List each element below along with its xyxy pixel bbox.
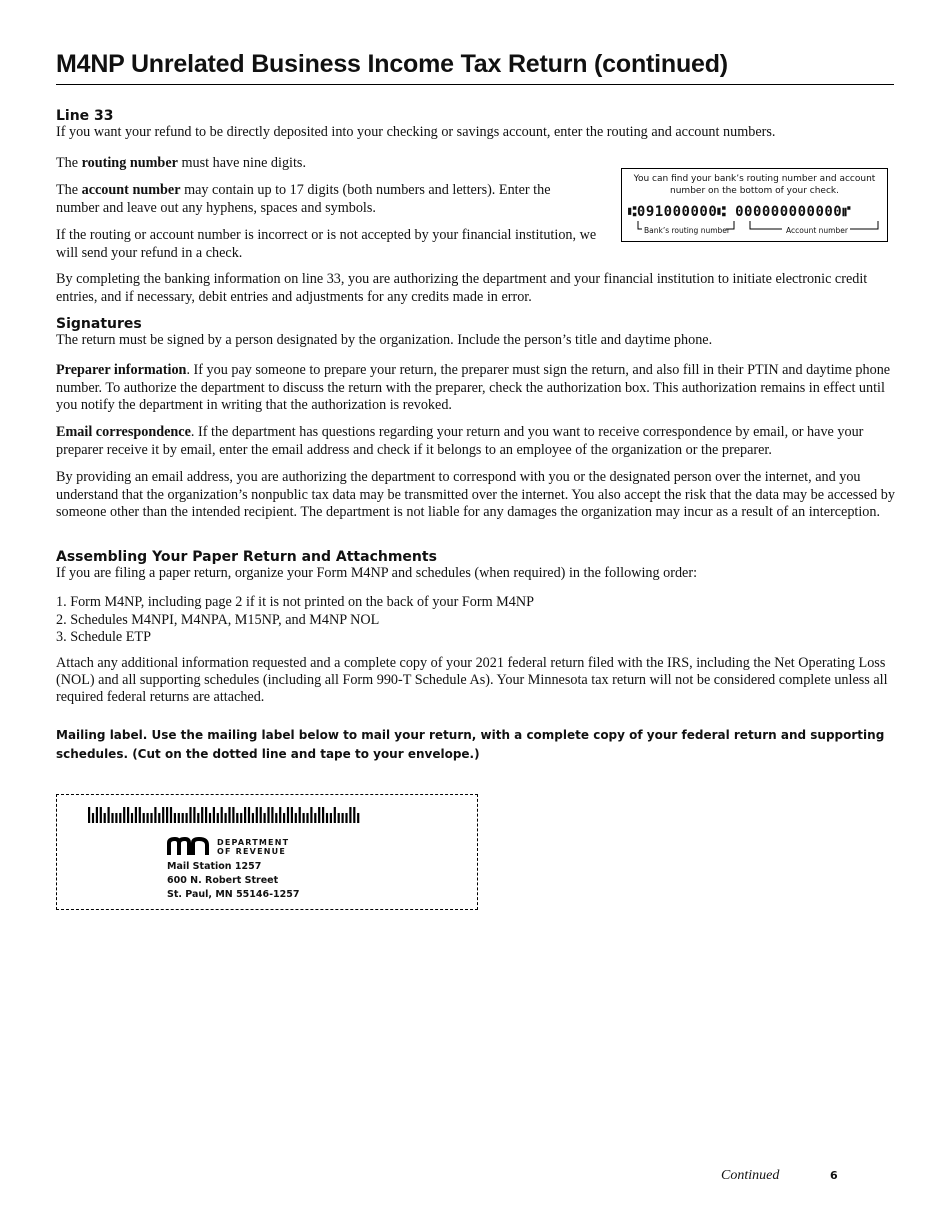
barcode-bar [342,813,344,823]
barcode-bar [158,813,160,823]
barcode-bar [260,807,262,823]
barcode-bar [353,807,355,823]
barcode-bar [330,813,332,823]
barcode-bar [201,807,203,823]
address-line: 600 N. Robert Street [167,875,279,886]
barcode-bar [338,813,340,823]
barcode-bar [271,807,273,823]
signatures-heading: Signatures [56,316,142,332]
list-item: 1. Form M4NP, including page 2 if it is not printed on the back of your Form M4NP [56,594,535,610]
barcode-bar [88,807,90,823]
barcode-bar [236,813,238,823]
barcode-bar [123,807,125,823]
barcode-bar [217,813,219,823]
mn-logo-icon [167,837,211,857]
barcode-bar [182,813,184,823]
barcode-bar [127,807,129,823]
barcode-bar [228,807,230,823]
barcode-bar [326,813,328,823]
line33-section [56,108,898,142]
attach-paragraph: Attach any additional information requested and a complete copy of your 2021 federal return filed with the IRS, including the Net Operating Loss (NOL) and all supporting schedules (including all Form 990-T Schedule As). Your Minnesota tax return will not be considered complete unless all required federal returns are attached. [56,655,888,705]
authorizing-paragraph: By completing the banking information on line 33, you are authorizing the department and your financial institution to initiate electronic credit entries, and if necessary, debit entries and adjustments for any credits made in error. [56,271,868,305]
barcode-bar [283,813,285,823]
barcode-bar [119,813,121,823]
barcode-bar [131,813,133,823]
barcode-bar [314,813,316,823]
barcode-bar [287,807,289,823]
mailing-address [167,860,300,902]
preparer-term: Preparer information [56,362,187,378]
micr-line: ⑆091000000⑆ 000000000000⑈ [628,204,852,220]
address-line: Mail Station 1257 [167,861,262,872]
barcode-bar [100,807,102,823]
page-number: 6 [830,1169,838,1182]
barcode-bar [275,813,277,823]
barcode-bar [295,813,297,823]
address-line: St. Paul, MN 55146-1257 [167,889,300,900]
assembly-list [56,594,898,647]
page-title: M4NP Unrelated Business Income Tax Return (continued) [56,50,894,85]
signatures-intro: The return must be signed by a person designated by the organization. Include the person’s title and daytime phone. [56,332,713,348]
barcode-bar [139,807,141,823]
barcode-bar [150,813,152,823]
account-term: account number [81,182,181,198]
assembling-heading: Assembling Your Paper Return and Attachments [56,549,437,565]
barcode-bar [166,807,168,823]
barcode-bar [318,807,320,823]
barcode-bar [252,813,254,823]
email-term: Email correspondence [56,424,191,440]
barcode-bar [232,807,234,823]
barcode-bar [345,813,347,823]
check-example [621,168,888,242]
barcode-bar [170,807,172,823]
barcode-bar [303,813,305,823]
barcode-bar [267,807,269,823]
list-item: 3. Schedule ETP [56,629,151,646]
barcode-bar [244,807,246,823]
barcode-bar [221,807,223,823]
email-auth-paragraph: By providing an email address, you are authorizing the department to correspond with you or the designated person over the internet, and you understand that the organization’s nonpublic tax data may be transmitted over the internet. You also accept the risk that the data may be accessed by someone other than the intended recipient. The department is not liable for any damages the organization may incur as a result of an interception. [56,469,895,521]
barcode-bar [154,807,156,823]
barcode-bar [104,813,106,823]
account-label: Account number [786,226,848,235]
continued-label: Continued [721,1168,780,1183]
routing-term: routing number [81,155,178,171]
barcode-bar [147,813,149,823]
barcode-bar [256,807,258,823]
assembling-intro: If you are filing a paper return, organize your Form M4NP and schedules (when required) in the following order: [56,565,698,581]
barcode-bar [248,807,250,823]
barcode-bar [178,813,180,823]
incorrect-paragraph: If the routing or account number is incorrect or is not accepted by your financial institution, we will send your refund in a check. [56,227,597,261]
list-item: 2. Schedules M4NPI, M4NPA, M15NP, and M4NP NOL [56,611,380,628]
barcode-bar [240,813,242,823]
barcode-bar [162,807,164,823]
preparer-paragraph: Preparer information. If you pay someone to prepare your return, the preparer must sign the return, and also fill in their PTIN and daytime phone number. To authorize the department to discuss the return with the preparer, check the authorization box. This authorization remains in effect until you notify the department in writing that the authorization is revoked. [56,362,891,414]
assembling-section [56,549,898,583]
barcode-bar [310,807,312,823]
barcode-bar [108,807,110,823]
account-paragraph: The account number may contain up to 17 digits (both numbers and letters). Enter the number and leave out any hyphens, spaces and symbols. [56,182,551,216]
barcode-bar [334,807,336,823]
barcode-bar [115,813,117,823]
barcode-bar [135,807,137,823]
barcode-bar [357,813,359,823]
barcode-bar [193,807,195,823]
barcode-bar [186,813,188,823]
barcode-bar [225,813,227,823]
barcode-bar [349,807,351,823]
postal-barcode [88,807,363,823]
barcode-bar [96,807,98,823]
barcode-bar [111,813,113,823]
email-paragraph: Email correspondence. If the department has questions regarding your return and you want to receive correspondence by email, or have your preparer receive it by email, enter the email address and check if it belongs to an employee of the organization or the preparer. [56,424,864,458]
barcode-bar [143,813,145,823]
dept-logo [167,837,289,857]
barcode-bar [174,813,176,823]
barcode-bar [299,807,301,823]
routing-paragraph: The routing number must have nine digits. [56,155,306,171]
barcode-bar [322,807,324,823]
mailing-note: Mailing label. Use the mailing label below to mail your return, with a complete copy of your federal return and supporting schedules. (Cut on the dotted line and tape to your envelope.) [56,728,885,761]
routing-label: Bank’s routing number [644,226,730,235]
mailing-label[interactable] [56,794,478,910]
barcode-bar [306,813,308,823]
barcode-bar [92,813,94,823]
barcode-bar [209,813,211,823]
line33-heading: Line 33 [56,108,114,124]
barcode-bar [264,813,266,823]
barcode-bar [189,807,191,823]
signatures-section [56,316,898,350]
barcode-bar [279,807,281,823]
check-note: You can find your bank’s routing number and account number on the bottom of your check. [633,174,876,196]
barcode-bar [205,807,207,823]
barcode-bar [197,813,199,823]
line33-intro: If you want your refund to be directly deposited into your checking or savings account, enter the routing and account numbers. [56,124,776,140]
dept-name: DEPARTMENT OF REVENUE [217,838,290,856]
barcode-bar [213,807,215,823]
barcode-bar [291,807,293,823]
